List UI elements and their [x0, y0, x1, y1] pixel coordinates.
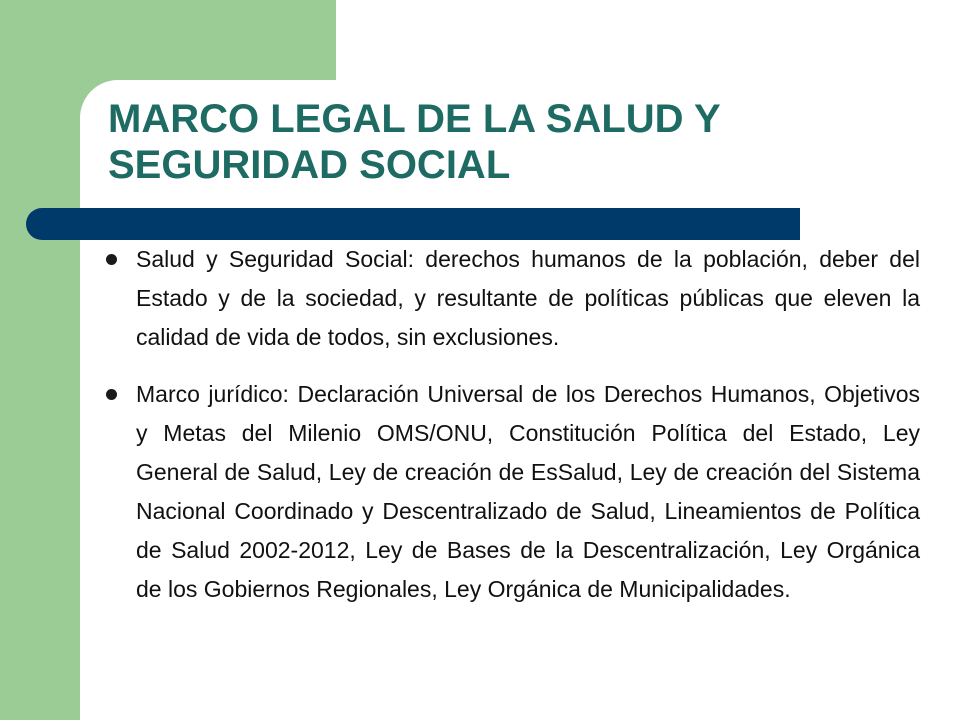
bullet-dot-icon — [106, 389, 117, 400]
title-line-1: MARCO LEGAL DE LA SALUD Y — [108, 97, 721, 141]
bullet-dot-icon — [106, 254, 117, 265]
bullet-text: Marco jurídico: Declaración Universal de los Derechos Humanos, Objetivos y Metas del Milenio OMS/ONU, Constitución Política del Estado, Ley General de Salud, Ley de creación de EsSalud, Ley de creación del Sistema Nacional Coordinado y Descentralizado de Salud, Lineamientos de Política de Salud 2002-2012, Ley de Bases de la Descentralización, Ley Orgánica de los Gobiernos Regionales, Ley Orgánica de Municipalidades. — [136, 381, 920, 602]
bullet-item-marco-juridico — [100, 375, 920, 609]
slide-title — [108, 96, 908, 188]
bullet-list — [100, 240, 920, 627]
bullet-item-salud — [100, 240, 920, 357]
bullet-text: Salud y Seguridad Social: derechos humanos de la población, deber del Estado y de la sociedad, y resultante de políticas públicas que eleven la calidad de vida de todos, sin exclusiones. — [136, 246, 920, 350]
title-underline-bar — [26, 208, 800, 240]
title-line-2: SEGURIDAD SOCIAL — [108, 143, 511, 187]
